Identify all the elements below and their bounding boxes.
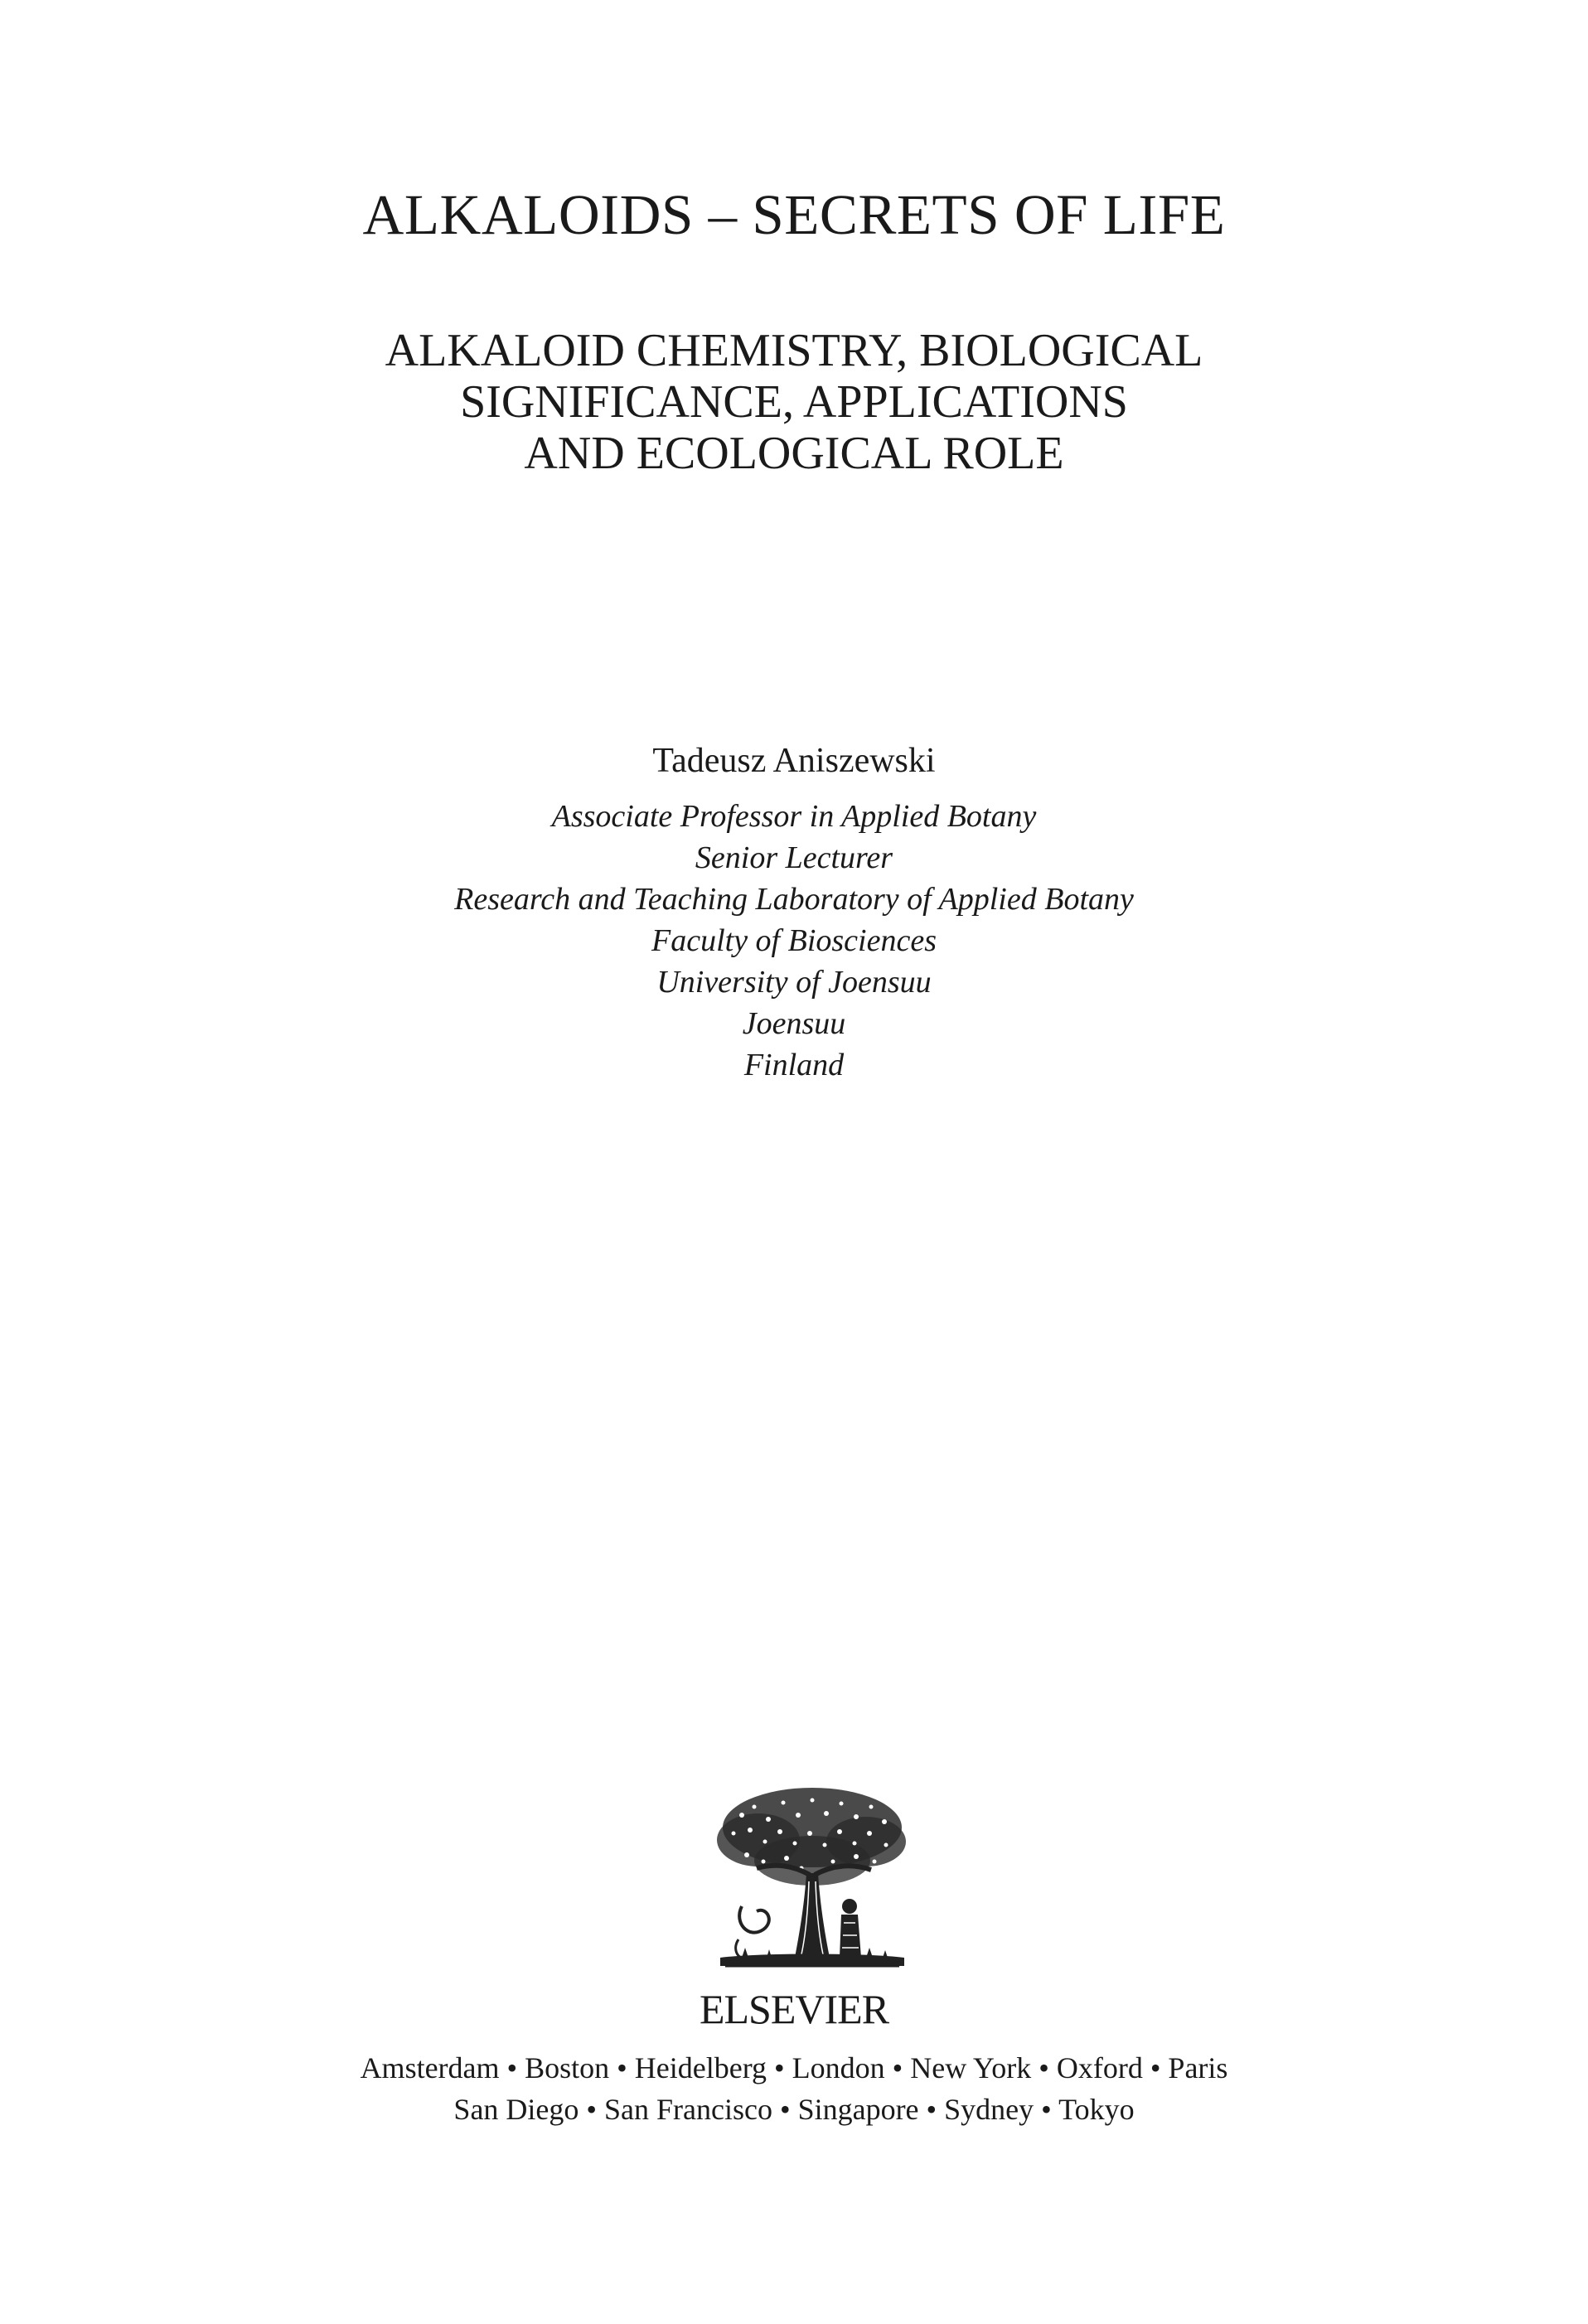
affiliation-line: Faculty of Biosciences [651, 923, 937, 958]
cities-line: Amsterdam • Boston • Heidelberg • London • New York • Oxford • Paris [360, 2051, 1228, 2084]
publisher-name: ELSEVIER [699, 1986, 889, 2032]
affiliation-line: University of Joensuu [656, 965, 932, 1000]
affiliation-line: Associate Professor in Applied Botany [551, 799, 1037, 834]
subtitle-line: AND ECOLOGICAL ROLE [524, 428, 1064, 479]
subtitle-line: SIGNIFICANCE, APPLICATIONS [460, 376, 1128, 428]
affiliation-line: Senior Lecturer [695, 840, 893, 875]
author-affiliation [0, 796, 1588, 1086]
publisher-cities [0, 2047, 1588, 2130]
elsevier-tree-logo-icon [709, 1782, 916, 1989]
book-title: ALKALOIDS – SECRETS OF LIFE [362, 183, 1226, 246]
cities-line: San Diego • San Francisco • Singapore • Sydney • Tokyo [453, 2093, 1135, 2126]
book-subtitle [0, 325, 1588, 479]
author-name: Tadeusz Aniszewski [652, 742, 936, 780]
affiliation-line: Joensuu [742, 1006, 846, 1041]
subtitle-line: ALKALOID CHEMISTRY, BIOLOGICAL [385, 325, 1203, 376]
affiliation-line: Research and Teaching Laboratory of Applied Botany [454, 882, 1134, 917]
affiliation-line: Finland [743, 1048, 845, 1082]
